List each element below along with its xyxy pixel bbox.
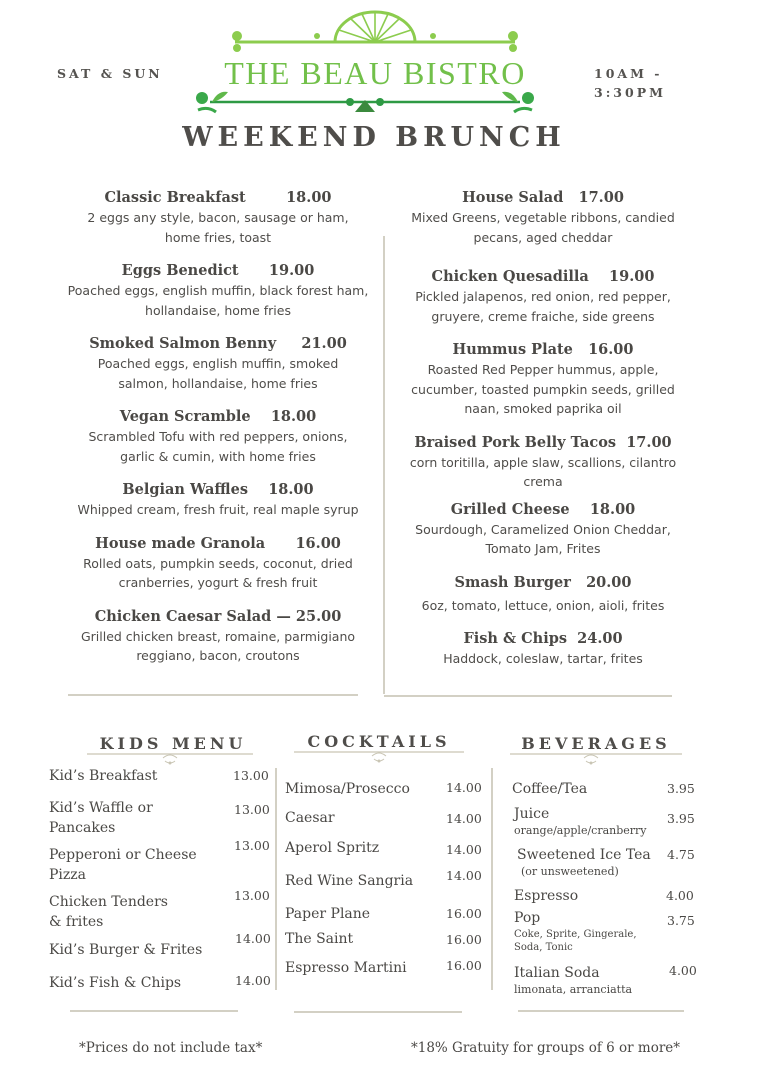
item-price: 14.00 xyxy=(446,868,482,883)
menu-item-heading xyxy=(397,340,689,360)
item-price: 17.00 xyxy=(578,189,624,206)
item-description: Haddock, coleslaw, tartar, frites xyxy=(443,651,643,666)
flourish-ornament-icon xyxy=(85,752,255,766)
menu-item-heading xyxy=(62,407,374,427)
section-divider-left xyxy=(68,694,358,696)
item-description: Whipped cream, fresh fruit, real maple syrup xyxy=(77,502,359,517)
menu-item xyxy=(397,500,689,559)
list-item: Espresso xyxy=(514,888,579,904)
list-item: Kid’s Burger & Frites xyxy=(49,942,203,958)
item-description: Grilled chicken breast, romaine, parmigiano reggiano, bacon, croutons xyxy=(80,628,356,663)
item-name: Smoked Salmon Benny xyxy=(89,335,277,352)
column-divider xyxy=(275,768,277,990)
hours-line-1: 10AM - xyxy=(594,66,663,81)
menu-item xyxy=(62,480,374,520)
list-item: Kid’s Fish & Chips xyxy=(49,975,182,991)
column-divider xyxy=(491,768,493,990)
menu-item xyxy=(62,607,374,666)
left-menu-column xyxy=(62,188,374,680)
list-item: Coffee/Tea xyxy=(512,781,588,797)
menu-item-heading xyxy=(397,267,689,287)
list-item: Mimosa/Prosecco xyxy=(285,781,410,797)
vine-ornament-icon xyxy=(190,88,540,120)
item-name: Grilled Cheese xyxy=(450,500,570,518)
section-divider-right xyxy=(384,695,672,697)
menu-title: WEEKEND BRUNCH xyxy=(182,122,566,153)
item-price: 16.00 xyxy=(446,958,482,973)
menu-item-heading: Chicken Caesar Salad — 25.00 xyxy=(94,607,342,625)
menu-item xyxy=(397,573,689,616)
item-name: Chicken Caesar Salad xyxy=(94,607,272,625)
item-description: Sourdough, Caramelized Onion Cheddar, Tomato Jam, Frites xyxy=(415,521,671,556)
list-item: Juice orange/apple/cranberry xyxy=(514,806,647,837)
bottom-divider xyxy=(518,1010,684,1012)
menu-item xyxy=(62,407,374,466)
list-item: Pop Coke, Sprite, Gingerale, Soda, Tonic xyxy=(514,910,637,953)
item-price: 17.00 xyxy=(626,433,672,451)
item-name: House made Granola xyxy=(95,534,266,552)
item-name: Hummus Plate xyxy=(452,341,573,358)
item-price: 4.00 xyxy=(669,963,697,978)
item-price: 24.00 xyxy=(577,630,623,647)
tax-note: *Prices do not include tax* xyxy=(79,1040,263,1056)
kids-menu-title: KIDS MENU xyxy=(99,734,247,753)
item-price: 18.00 xyxy=(270,408,317,425)
item-name: House Salad xyxy=(462,189,564,206)
item-description: Poached eggs, english muffin, smoked salmon, hollandaise, home fries xyxy=(97,356,339,391)
item-name: Vegan Scramble xyxy=(119,408,251,425)
item-description: Scrambled Tofu with red peppers, onions, garlic & cumin, with home fries xyxy=(88,429,348,464)
item-price: 16.00 xyxy=(446,932,482,947)
list-item: Kid’s Breakfast xyxy=(49,768,158,784)
item-name: Chicken Quesadilla xyxy=(431,268,589,285)
item-price: 18.00 xyxy=(268,481,314,498)
menu-item-heading xyxy=(397,573,689,593)
list-item: Italian Soda limonata, arranciatta xyxy=(514,965,633,996)
item-price: 14.00 xyxy=(446,842,482,857)
menu-item xyxy=(397,188,689,247)
list-item: Paper Plane xyxy=(285,906,371,922)
menu-item-heading xyxy=(397,433,689,453)
item-description: corn toritilla, apple slaw, scallions, cilantro crema xyxy=(409,454,677,489)
cocktails-title: COCKTAILS xyxy=(307,732,451,751)
item-price: 16.00 xyxy=(295,534,341,552)
menu-item-heading xyxy=(397,500,689,520)
list-item: The Saint xyxy=(285,931,354,947)
item-price: 18.00 xyxy=(589,500,636,518)
menu-item xyxy=(62,534,374,593)
item-description: 6oz, tomato, lettuce, onion, aioli, frites xyxy=(421,597,665,613)
item-price: 25.00 xyxy=(295,607,342,625)
menu-item-heading xyxy=(62,188,374,208)
item-note: orange/apple/cranberry xyxy=(514,824,647,837)
restaurant-name: THE BEAU BISTRO xyxy=(224,55,526,91)
days-label: SAT & SUN xyxy=(57,66,163,81)
item-name: Belgian Waffles xyxy=(122,481,248,498)
menu-item xyxy=(397,340,689,419)
item-description: 2 eggs any style, bacon, sausage or ham, home fries, toast xyxy=(87,210,349,245)
list-item: Espresso Martini xyxy=(285,960,407,976)
bottom-divider xyxy=(294,1011,462,1013)
item-price: 18.00 xyxy=(286,189,332,206)
item-price: 14.00 xyxy=(235,973,271,988)
item-price: 14.00 xyxy=(446,811,482,826)
list-item: Pepperoni or Cheese Pizza xyxy=(49,847,197,883)
hours-line-2: 3:30PM xyxy=(594,85,666,100)
menu-item xyxy=(397,629,689,669)
menu-item xyxy=(62,188,374,247)
list-item: Aperol Spritz xyxy=(285,840,380,856)
item-price: 16.00 xyxy=(588,341,634,358)
item-description: Mixed Greens, vegetable ribbons, candied pecans, aged cheddar xyxy=(411,210,675,245)
menu-item xyxy=(62,334,374,393)
item-description: Roasted Red Pepper hummus, apple, cucumber, toasted pumpkin seeds, grilled naan, smoked paprika oil xyxy=(411,362,675,416)
gratuity-note: *18% Gratuity for groups of 6 or more* xyxy=(411,1040,681,1056)
menu-item-heading xyxy=(62,480,374,500)
item-note: limonata, arranciatta xyxy=(514,983,633,996)
item-description: Poached eggs, english muffin, black forest ham, hollandaise, home fries xyxy=(67,283,369,318)
item-description: Rolled oats, pumpkin seeds, coconut, dried cranberries, yogurt & fresh fruit xyxy=(83,555,353,590)
menu-item-heading xyxy=(397,188,689,208)
menu-item xyxy=(62,261,374,320)
item-price: 21.00 xyxy=(301,335,347,352)
list-item: Kid’s Waffle or Pancakes xyxy=(49,800,153,836)
flourish-ornament-icon xyxy=(292,750,466,764)
menu-item xyxy=(397,267,689,326)
list-item: Caesar xyxy=(285,810,335,826)
column-divider xyxy=(383,236,385,694)
item-price: 14.00 xyxy=(446,780,482,795)
item-price: 13.00 xyxy=(234,888,270,903)
item-price: 19.00 xyxy=(268,262,315,279)
item-name: Braised Pork Belly Tacos xyxy=(414,433,617,451)
item-price: 4.00 xyxy=(666,888,694,903)
item-name: Fish & Chips xyxy=(463,630,568,647)
item-price: 16.00 xyxy=(446,906,482,921)
right-menu-column xyxy=(397,188,689,683)
menu-item-heading xyxy=(62,534,374,554)
menu-item-heading xyxy=(62,261,374,281)
menu-item-heading xyxy=(397,629,689,649)
item-price: 3.75 xyxy=(667,913,695,928)
wheel-ornament-icon xyxy=(225,8,525,56)
list-item: Chicken Tenders & frites xyxy=(49,894,168,930)
item-description: Pickled jalapenos, red onion, red pepper, gruyere, creme fraiche, side greens xyxy=(415,289,671,324)
item-price: 13.00 xyxy=(234,838,270,853)
item-price: 20.00 xyxy=(586,573,632,591)
beverages-title: BEVERAGES xyxy=(521,734,671,753)
hours-label xyxy=(594,64,666,102)
item-price: 13.00 xyxy=(234,802,270,817)
menu-item-heading xyxy=(62,334,374,354)
list-item: Sweetened Ice Tea (or unsweetened) xyxy=(517,847,651,878)
item-name: Eggs Benedict xyxy=(121,262,239,279)
item-note: Coke, Sprite, Gingerale, Soda, Tonic xyxy=(514,929,637,953)
item-name: Smash Burger xyxy=(454,573,571,591)
item-price: 19.00 xyxy=(609,268,655,285)
item-price: 3.95 xyxy=(667,811,695,826)
item-price: 14.00 xyxy=(235,931,271,946)
item-price: 13.00 xyxy=(233,768,269,783)
flourish-ornament-icon xyxy=(508,752,684,766)
item-price: 3.95 xyxy=(667,781,695,796)
item-price: 4.75 xyxy=(667,847,695,862)
menu-item xyxy=(397,433,689,492)
bottom-divider xyxy=(70,1010,238,1012)
item-name: Classic Breakfast xyxy=(104,189,246,206)
list-item: Red Wine Sangria xyxy=(285,873,414,889)
item-note: (or unsweetened) xyxy=(521,865,619,878)
